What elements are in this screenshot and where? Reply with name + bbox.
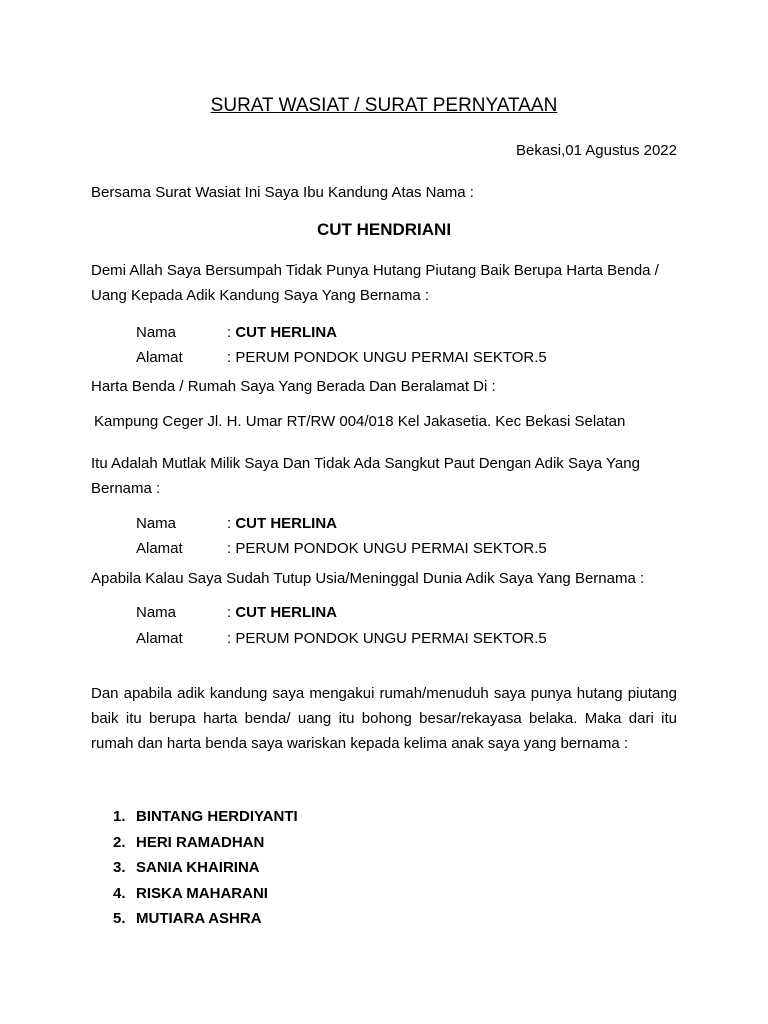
alamat-label-1: Alamat xyxy=(136,349,183,366)
intro-line: Bersama Surat Wasiat Ini Saya Ibu Kandung Atas Nama : xyxy=(91,184,474,201)
nama-label-1: Nama xyxy=(136,324,177,341)
sibling-name-bold: CUT HERLINA xyxy=(235,515,338,532)
nama-label-2: Nama xyxy=(136,515,177,532)
document-title: SURAT WASIAT / SURAT PERNYATAAN xyxy=(210,95,558,116)
list-number: 3. xyxy=(113,859,126,876)
death-clause: Apabila Kalau Saya Sudah Tutup Usia/Meninggal Dunia Adik Saya Yang Bernama : xyxy=(91,570,645,587)
heir-name: SANIA KHAIRINA xyxy=(136,859,260,876)
inheritance-paragraph: Dan apabila adik kandung saya mengakui rumah/menuduh saya punya hutang piutang baik itu berupa harta benda/ uang itu bohong besar/rekayasa belaka. Maka dari itu rumah dan harta benda saya wariskan kepada kelima anak saya yang bernama : xyxy=(91,685,677,752)
sibling-name-3 xyxy=(227,604,337,621)
heir-name: RISKA MAHARANI xyxy=(136,884,268,902)
heir-name: HERI RAMADHAN xyxy=(136,833,265,851)
sibling-name-bold: CUT HERLINA xyxy=(235,604,338,621)
sibling-name-text-1: : CUT HERLINA xyxy=(227,324,338,341)
nama-label-3: Nama xyxy=(136,604,177,621)
list-number: 1. xyxy=(113,808,126,825)
sibling-name-1 xyxy=(227,324,337,341)
list-number: 5. xyxy=(113,910,126,927)
list-item xyxy=(91,804,298,830)
date-line: Bekasi,01 Agustus 2022 xyxy=(516,142,677,159)
list-item xyxy=(91,906,298,932)
declarant-name: CUT HENDRIANI xyxy=(316,220,452,239)
heir-name: MUTIARA ASHRA xyxy=(136,910,262,927)
list-number: 2. xyxy=(113,833,126,851)
list-item xyxy=(91,855,298,881)
sibling-address-1: : PERUM PONDOK UNGU PERMAI SEKTOR.5 xyxy=(227,349,547,366)
ownership-paragraph: Itu Adalah Mutlak Milik Saya Dan Tidak Ada Sangkut Paut Dengan Adik Saya Yang Bernama : xyxy=(91,455,640,497)
sibling-name-2 xyxy=(227,515,337,532)
property-intro: Harta Benda / Rumah Saya Yang Berada Dan Beralamat Di : xyxy=(91,378,496,395)
oath-paragraph: Demi Allah Saya Bersumpah Tidak Punya Hutang Piutang Baik Berupa Harta Benda / Uang Kepada Adik Kandung Saya Yang Bernama : xyxy=(91,262,659,304)
sibling-address-3: : PERUM PONDOK UNGU PERMAI SEKTOR.5 xyxy=(227,630,547,647)
property-address: Kampung Ceger Jl. H. Umar RT/RW 004/018 Kel Jakasetia. Kec Bekasi Selatan xyxy=(94,413,626,430)
heir-name: BINTANG HERDIYANTI xyxy=(136,808,298,825)
heirs-list xyxy=(91,804,298,932)
list-item xyxy=(91,830,298,856)
sibling-address-2: : PERUM PONDOK UNGU PERMAI SEKTOR.5 xyxy=(227,540,547,557)
list-number: 4. xyxy=(113,884,126,902)
alamat-label-2: Alamat xyxy=(136,540,183,557)
list-item xyxy=(91,881,298,907)
sibling-name-bold: CUT HERLINA xyxy=(235,324,338,341)
alamat-label-3: Alamat xyxy=(136,630,183,647)
sibling-name-text-2: : CUT HERLINA xyxy=(227,515,338,532)
sibling-name-text-3: : CUT HERLINA xyxy=(227,604,338,621)
